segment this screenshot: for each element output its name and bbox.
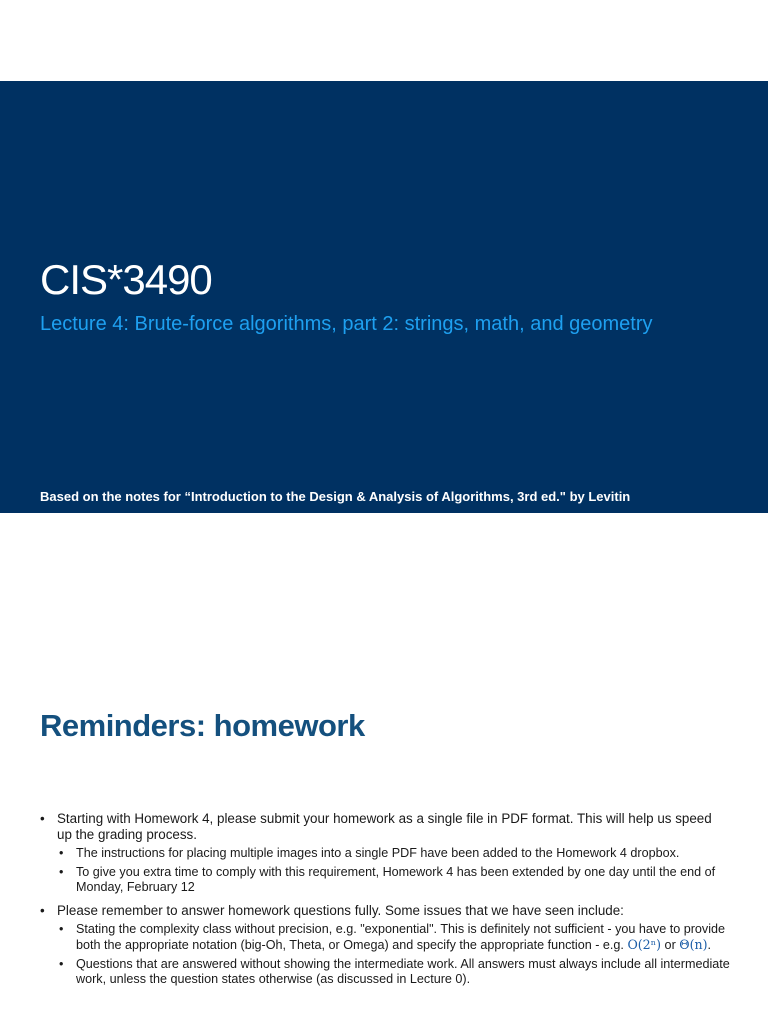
lecture-subtitle: Lecture 4: Brute-force algorithms, part 2: strings, math, and geometry xyxy=(40,313,653,335)
course-title: CIS*3490 xyxy=(40,256,212,303)
sub-bullet-item xyxy=(40,922,730,954)
bullet-marker: • xyxy=(59,956,64,971)
sub-bullet-item xyxy=(40,957,730,988)
spacer xyxy=(40,896,730,903)
bullet-text: Starting with Homework 4, please submit your homework as a single file in PDF format. This will help us speed up the grading process. xyxy=(57,811,712,842)
bullet-marker: • xyxy=(59,921,64,936)
bullet-marker: • xyxy=(59,846,64,860)
sub-bullet-text: Stating the complexity class without precision, e.g. "exponential". This is definitely not sufficient - you have to provide both the appropriate notation (big-Oh, Theta, or Omega) and specify the appropriate function - e.g. xyxy=(76,921,726,952)
sub-bullet-item xyxy=(40,865,730,896)
sub-bullet-text-end: . xyxy=(707,938,712,952)
sub-bullet-text: The instructions for placing multiple images into a single PDF have been added to the Homework 4 dropbox. xyxy=(76,846,680,860)
sub-bullet-text: To give you extra time to comply with this requirement, Homework 4 has been extended by one day until the end of Monday, February 12 xyxy=(76,864,716,894)
bullet-marker: • xyxy=(40,902,45,918)
textbook-credit: Based on the notes for “Introduction to the Design & Analysis of Algorithms, 3rd ed." by Levitin xyxy=(40,489,631,504)
sub-bullet-item xyxy=(40,846,730,862)
bullet-marker: • xyxy=(40,811,45,826)
theta-notation: Θ(n) xyxy=(679,937,708,952)
big-oh-notation: O(2ⁿ) xyxy=(627,937,662,952)
slide-title: Reminders: homework xyxy=(40,708,365,743)
sub-bullet-text-mid: or xyxy=(661,938,680,952)
bullet-item xyxy=(40,811,730,843)
bullet-list xyxy=(40,811,730,988)
bullet-item xyxy=(40,903,730,919)
sub-bullet-text: Questions that are answered without showing the intermediate work. All answers must always include all intermediate work, unless the question states otherwise (as discussed in Lecture 0). xyxy=(76,956,730,986)
bullet-marker: • xyxy=(59,864,64,879)
bullet-text: Please remember to answer homework questions fully. Some issues that we have seen include: xyxy=(57,902,624,918)
